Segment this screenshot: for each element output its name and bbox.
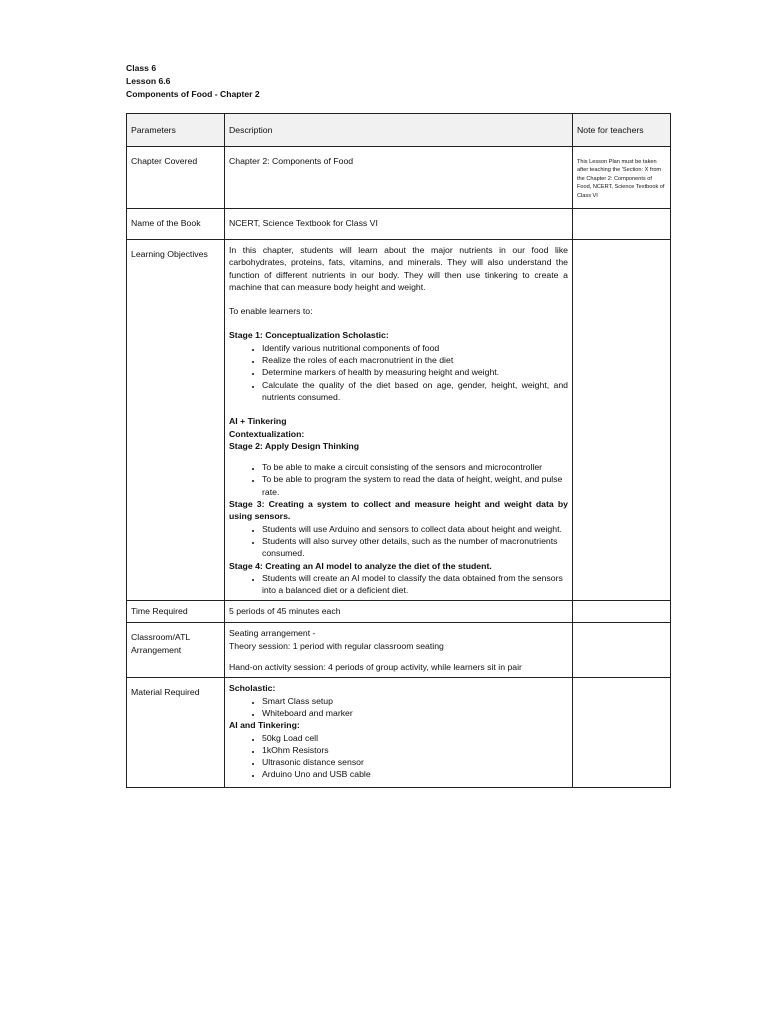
list-item: • Students will also survey other details, such as the number of macronutrients consumed.: [262, 535, 568, 560]
scholastic-list: [229, 695, 568, 720]
desc-book: NCERT, Science Textbook for Class VI: [225, 209, 573, 240]
list-item: • Calculate the quality of the diet based on age, gender, height, weight, and nutrients consumed.: [262, 379, 568, 404]
contextualization-title: Contextualization:: [229, 428, 305, 439]
stage1-list: [229, 342, 568, 403]
ai-materials-title: AI and Tinkering:: [229, 720, 300, 731]
list-item: • Determine markers of health by measuring height and weight.: [262, 366, 568, 378]
stage3-title: Stage 3: Creating a system to collect and measure height and weight data by using sensors.: [229, 499, 568, 522]
header-parameters: Parameters: [127, 114, 225, 147]
ai-materials-list: [229, 732, 568, 781]
classroom-line2: Theory session: 1 period with regular classroom seating: [229, 640, 444, 651]
param-classroom: Classroom/ATL Arrangement: [127, 623, 225, 678]
header-description: Description: [225, 114, 573, 147]
table-header-row: [127, 114, 671, 147]
note-material: [573, 678, 671, 787]
param-chapter-covered: Chapter Covered: [127, 147, 225, 209]
stage4-list: [229, 572, 568, 597]
note-learning-objectives: [573, 240, 671, 601]
stage1-title: Stage 1: Conceptualization Scholastic:: [229, 330, 389, 341]
desc-classroom: [225, 623, 573, 678]
stage2-title: Stage 2: Apply Design Thinking: [229, 440, 360, 451]
objectives-intro: In this chapter, students will learn about the major nutrients in our food like carbohydrates, proteins, fats, vitamins, and minerals. They will also understand the function of different nutrients in our body. They will then use tinkering to create a machine that can measure body height and weight.: [229, 245, 568, 292]
classroom-line1: Seating arrangement -: [229, 628, 316, 639]
note-book: [573, 209, 671, 240]
list-item: • 50kg Load cell: [262, 732, 568, 744]
list-item: • Students will use Arduino and sensors to collect data about height and weight.: [262, 523, 568, 535]
row-book: [127, 209, 671, 240]
row-material: [127, 678, 671, 787]
lesson-label: Lesson 6.6: [126, 75, 171, 86]
list-item: • Realize the roles of each macronutrient in the diet: [262, 354, 568, 366]
note-time-required: [573, 601, 671, 623]
list-item: • Whiteboard and marker: [262, 707, 568, 719]
param-time-required: Time Required: [127, 601, 225, 623]
class-label: Class 6: [126, 63, 157, 73]
row-classroom: [127, 623, 671, 678]
stage4-title: Stage 4: Creating an AI model to analyze the diet of the student.: [229, 560, 492, 571]
desc-time-required: 5 periods of 45 minutes each: [225, 601, 573, 623]
list-item: • Students will create an AI model to classify the data obtained from the sensors into a balanced diet or a deficient diet.: [262, 572, 568, 597]
row-chapter-covered: [127, 147, 671, 209]
desc-material: [225, 678, 573, 787]
list-item: • 1kOhm Resistors: [262, 744, 568, 756]
classroom-line3: Hand-on activity session: 4 periods of group activity, while learners sit in pair: [229, 662, 522, 673]
list-item: • Identify various nutritional components of food: [262, 342, 568, 354]
ai-tinkering-title: AI + Tinkering: [229, 416, 287, 427]
param-learning-objectives: Learning Objectives: [127, 240, 225, 601]
list-item: • Ultrasonic distance sensor: [262, 756, 568, 768]
lesson-plan-table: [126, 113, 671, 788]
desc-chapter-covered: Chapter 2: Components of Food: [225, 147, 573, 209]
row-learning-objectives: [127, 240, 671, 601]
list-item: • Smart Class setup: [262, 695, 568, 707]
objectives-enable: To enable learners to:: [229, 306, 313, 317]
row-time-required: [127, 601, 671, 623]
desc-learning-objectives: [225, 240, 573, 601]
list-item: • Arduino Uno and USB cable: [262, 768, 568, 780]
list-item: • To be able to make a circuit consisting of the sensors and microcontroller: [262, 461, 568, 473]
param-book: Name of the Book: [127, 209, 225, 240]
note-classroom: [573, 623, 671, 678]
scholastic-title: Scholastic:: [229, 683, 276, 694]
header-note: Note for teachers: [573, 114, 671, 147]
list-item: • To be able to program the system to read the data of height, weight, and pulse rate.: [262, 473, 568, 498]
stage3-list: [229, 523, 568, 560]
param-material: Material Required: [127, 678, 225, 787]
stage2-list: [229, 461, 568, 498]
document-header: [126, 62, 260, 100]
chapter-subtitle: Components of Food - Chapter 2: [126, 88, 260, 99]
note-chapter-covered: This Lesson Plan must be taken after teaching the 'Section: X from the Chapter 2: Components of Food, NCERT, Science Textbook of Class VI: [573, 147, 671, 209]
